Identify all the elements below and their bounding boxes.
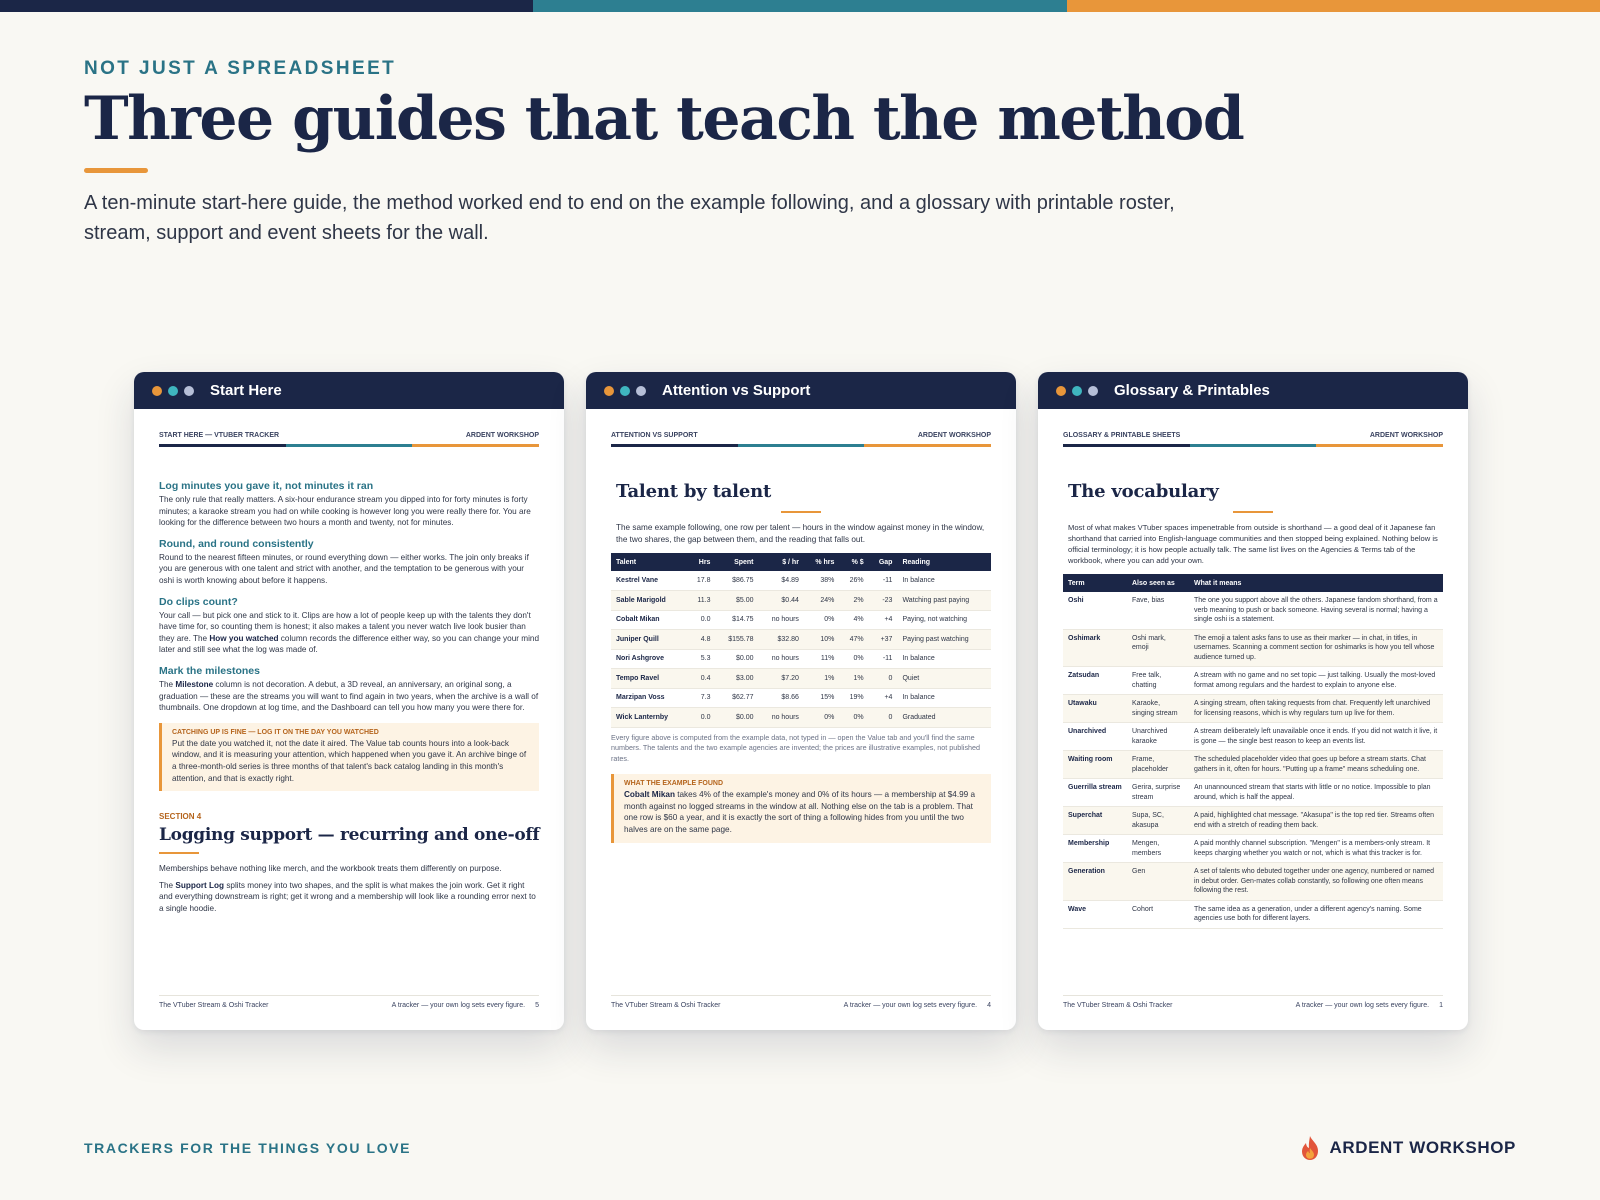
section-label: SECTION 4 [159,812,202,822]
table-cell: +37 [869,630,898,650]
table-header-cell: Gap [869,553,898,571]
footer-right: A tracker — your own log sets every figure. [391,1002,526,1009]
table-row [1063,629,1443,667]
table-cell: 15% [804,688,839,708]
document-title: Talent by talent [616,481,772,502]
page-footer [1063,995,1443,1009]
table-header-cell: Also seen as [1127,574,1189,592]
table-row [611,649,991,669]
table-cell: Cohort [1127,900,1189,928]
brand-name: ARDENT WORKSHOP [1329,1138,1516,1157]
table-cell: +4 [869,688,898,708]
window-title: Glossary & Printables [1114,382,1270,399]
table-cell: The same idea as a generation, under a different agency's naming. Some agencies use both for different layers. [1189,900,1443,928]
table-cell: 0.0 [687,610,716,630]
table-cell: 0.4 [687,669,716,689]
table-cell: A paid, highlighted chat message. "Akasupa" is the top red tier. Streams often end with a stretch of reading them back. [1189,807,1443,835]
table-cell: Fave, bias [1127,592,1189,629]
table-cell: $7.20 [759,669,804,689]
table-cell: Kestrel Vane [611,571,687,591]
guide-card-attention-vs-support[interactable] [586,372,1016,1030]
table-cell: In balance [897,571,991,591]
table-cell: A stream with no game and no set topic — just talking. Usually the most-loved format among regulars and the hardest to explain to anyone else. [1189,667,1443,695]
table-row [1063,723,1443,751]
table-row [1063,667,1443,695]
page-number: 5 [535,1002,539,1009]
callout-body: Put the date you watched it, not the date it aired. The Value tab counts hours into a look-back window, and it is measuring your attention, which happened when you gave it. An archive binge of a three-month-old series is three months of that talent's back catalog landing in this month's attention, and that is exactly right. [172,738,527,783]
window-title: Attention vs Support [662,382,811,399]
callout-title: CATCHING UP IS FINE — LOG IT ON THE DAY YOU WATCHED [172,728,379,736]
page-header [611,432,991,439]
section-paragraph: The Support Log splits money into two shapes, and the split is what makes the join work. Get it right and everything downstream is right; get it wrong and a membership will look like a rounding error next to a single hoodie. [159,880,536,913]
document-page [134,409,564,1030]
page-header-right: ARDENT WORKSHOP [1369,432,1443,439]
table-cell: Waiting room [1063,751,1127,779]
section-title: Logging support — recurring and one-off [159,825,540,846]
table-cell: $155.78 [715,630,758,650]
table-cell: 26% [839,571,868,591]
table-cell: 5.3 [687,649,716,669]
table-header-cell: $ / hr [759,553,804,571]
table-cell: An unannounced stream that starts with little or no notice. Impossible to plan around, which is half the appeal. [1189,779,1443,807]
section-heading: Log minutes you gave it, not minutes it ran [159,480,374,492]
document-page [586,409,1016,1030]
table-cell: 4.8 [687,630,716,650]
section-heading: Round, and round consistently [159,537,314,550]
table-row [611,669,991,689]
table-cell: Unarchived [1063,723,1127,751]
table-cell: 1% [839,669,868,689]
page-number: 1 [1439,1002,1443,1009]
table-row [611,610,991,630]
table-cell: -11 [869,571,898,591]
page-header-left: START HERE — VTUBER TRACKER [159,432,280,439]
table-cell: Watching past paying [897,591,991,611]
window-dot-icon [1056,386,1066,396]
page-header-bar [159,444,539,447]
guide-card-start-here[interactable] [134,372,564,1030]
window-dot-icon [620,386,630,396]
table-cell: Marzipan Voss [611,688,687,708]
window-dot-icon [168,386,178,396]
table-cell: Tempo Ravel [611,669,687,689]
table-cell: 11% [804,649,839,669]
table-cell: $14.75 [715,610,758,630]
table-cell: Cobalt Mikan [611,610,687,630]
table-cell: Wave [1063,900,1127,928]
table-cell: 4% [839,610,868,630]
guide-card-glossary[interactable] [1038,372,1468,1030]
table-cell: $86.75 [715,571,758,591]
table-cell: $0.00 [715,649,758,669]
callout-title: WHAT THE EXAMPLE FOUND [624,780,724,788]
footer-tagline: TRACKERS FOR THE THINGS YOU LOVE [84,1140,412,1156]
table-cell: 0 [869,669,898,689]
section-heading: Mark the milestones [159,664,260,677]
window-dot-icon [1072,386,1082,396]
table-row [1063,835,1443,863]
page-header-left: ATTENTION VS SUPPORT [611,432,698,439]
footer-left: The VTuber Stream & Oshi Tracker [611,1002,721,1009]
table-cell: +4 [869,610,898,630]
table-cell: 17.8 [687,571,716,591]
table-row [1063,863,1443,901]
table-cell: 2% [839,591,868,611]
table-header-cell: Reading [897,553,991,571]
page-header-bar [611,444,991,447]
table-cell: $0.44 [759,591,804,611]
brand-mark[interactable] [1299,1135,1516,1161]
table-cell: Karaoke, singing stream [1127,695,1189,723]
section-body: Your call — but pick one and stick to it. Clips are how a lot of people keep up with the talents they don't have time for, so counting them is honest; it also makes a talent you never watch live look busier than they are. The How you watched column records the difference either way, so you can change your mind later and still see what the log was made of. [159,610,540,655]
table-cell: no hours [759,610,804,630]
table-cell: Unarchived karaoke [1127,723,1189,751]
table-note: Every figure above is computed from the example data, not typed in — open the Value tab and you'll find the same numbers. The talents and the two example agencies are invented; the prices are illustrative examples, not published rates. [611,732,981,763]
table-cell: $62.77 [715,688,758,708]
table-cell: Supa, SC, akasupa [1127,807,1189,835]
table-cell: Paying, not watching [897,610,991,630]
page-header [159,432,539,439]
table-cell: 0 [869,708,898,728]
page-title: Three guides that teach the method [84,84,1244,154]
table-cell: 19% [839,688,868,708]
page-header-right: ARDENT WORKSHOP [917,432,991,439]
flame-icon [1299,1135,1321,1161]
table-cell: Oshi [1063,592,1127,629]
footer-left: The VTuber Stream & Oshi Tracker [159,1002,269,1009]
table-cell: In balance [897,688,991,708]
table-cell: 11.3 [687,591,716,611]
table-cell: 0% [839,708,868,728]
window-dot-icon [184,386,194,396]
title-rule [84,168,148,173]
table-row [611,591,991,611]
table-cell: -23 [869,591,898,611]
window-titlebar [134,372,564,409]
footer-right: A tracker — your own log sets every figure. [1295,1002,1430,1009]
section-rule [159,852,199,854]
table-row [1063,695,1443,723]
table-row [1063,592,1443,629]
section-paragraph: Memberships behave nothing like merch, and the workbook treats them differently on purpose. [159,864,502,874]
table-cell: 47% [839,630,868,650]
table-cell: no hours [759,708,804,728]
title-rule [1233,511,1273,513]
callout-body: Cobalt Mikan takes 4% of the example's money and 0% of its hours — a membership at $4.99 a month against no logged streams in the window at all. Nothing else on the tab is a problem. That one row is $60 a year, and it is exactly the sort of thing a following hides from you until the two halves are on the same page. [624,790,976,834]
table-header-cell: % hrs [804,553,839,571]
window-dot-icon [1088,386,1098,396]
table-cell: 7.3 [687,688,716,708]
table-header-cell: Spent [715,553,758,571]
window-dot-icon [152,386,162,396]
table-cell: Oshimark [1063,629,1127,667]
table-cell: Juniper Quill [611,630,687,650]
table-cell: Free talk, chatting [1127,667,1189,695]
table-cell: A stream deliberately left unavailable once it ends. If you did not watch it live, it is gone — the single best reason to keep an events list. [1189,723,1443,751]
window-title: Start Here [210,382,282,399]
table-cell: $4.89 [759,571,804,591]
table-cell: 24% [804,591,839,611]
table-cell: The emoji a talent asks fans to use as their marker — in chat, in titles, in usernames. Scanning a comment section for oshimarks is how you tell whose audience turned up. [1189,629,1443,667]
table-cell: A singing stream, often taking requests from chat. Frequently left unarchived for licensing reasons, which is why regulars turn up live for them. [1189,695,1443,723]
document-title: The vocabulary [1068,481,1219,502]
page-header-bar [1063,444,1443,447]
table-cell: Gen [1127,863,1189,901]
table-cell: The scheduled placeholder video that goes up before a stream starts. Chat gathers in it, often for hours. "Putting up a frame" means scheduling one. [1189,751,1443,779]
table-cell: Wick Lanternby [611,708,687,728]
table-cell: 38% [804,571,839,591]
table-cell: Zatsudan [1063,667,1127,695]
footer-right: A tracker — your own log sets every figure. [843,1002,978,1009]
table-cell: Quiet [897,669,991,689]
top-color-stripe [0,0,1600,12]
table-cell: Frame, placeholder [1127,751,1189,779]
table-cell: 0.0 [687,708,716,728]
callout-box [611,774,991,842]
table-cell: $0.00 [715,708,758,728]
talent-table [611,553,991,728]
table-cell: $3.00 [715,669,758,689]
table-cell: 10% [804,630,839,650]
table-cell: Membership [1063,835,1127,863]
table-header-cell: Hrs [687,553,716,571]
table-header-cell: Talent [611,553,687,571]
table-cell: Utawaku [1063,695,1127,723]
table-cell: 0% [804,708,839,728]
glossary-table [1063,574,1443,929]
table-cell: In balance [897,649,991,669]
table-row [1063,751,1443,779]
table-cell: $8.66 [759,688,804,708]
window-titlebar [1038,372,1468,409]
title-rule [781,511,821,513]
callout-box [159,723,539,791]
table-row [611,571,991,591]
eyebrow: NOT JUST A SPREADSHEET [84,58,397,79]
page-footer [611,995,991,1009]
section-body: The Milestone column is not decoration. A debut, a 3D reveal, an anniversary, an original song, a graduation — these are the streams you will want to find again in two years, when the archive is a wall of thumbnails. One dropdown at log time, and the Dashboard can tell you how many you were there for. [159,679,539,713]
table-cell: 1% [804,669,839,689]
table-row [1063,900,1443,928]
table-cell: The one you support above all the others. Japanese fandom shorthand, from a verb meaning to push or back someone. Having several is normal; having a single oshi is a statement. [1189,592,1443,629]
table-header-cell: Term [1063,574,1127,592]
table-cell: Gerira, surprise stream [1127,779,1189,807]
table-cell: Oshi mark, emoji [1127,629,1189,667]
table-row [611,708,991,728]
table-cell: Graduated [897,708,991,728]
table-cell: Mengen, members [1127,835,1189,863]
window-dot-icon [604,386,614,396]
lede: A ten-minute start-here guide, the method worked end to end on the example following, and a glossary with printable roster, stream, support and event sheets for the wall. [84,192,1175,244]
table-row [1063,807,1443,835]
page-header-right: ARDENT WORKSHOP [465,432,539,439]
table-cell: Guerrilla stream [1063,779,1127,807]
table-cell: Superchat [1063,807,1127,835]
table-cell: no hours [759,649,804,669]
table-header-cell: What it means [1189,574,1443,592]
section-body: The only rule that really matters. A six-hour endurance stream you dipped into for forty minutes is forty minutes; a karaoke stream you had on while cooking is however long you were really there for. You are looking for the difference between two hours a month and twenty, not for minutes. [159,495,531,528]
table-row [1063,779,1443,807]
page-header-left: GLOSSARY & PRINTABLE SHEETS [1063,432,1181,439]
table-cell: 0% [804,610,839,630]
intro-paragraph: Most of what makes VTuber spaces impenetrable from outside is shorthand — a good deal of it Japanese fan shorthand that carried into English-language communities and then stopped being explained. Nothing below is official terminology; it is how people actually talk. The same list lives on the Agencies & Terms tab of the workbook, where you can add your own. [1068,523,1438,565]
table-cell: -11 [869,649,898,669]
table-cell: Nori Ashgrove [611,649,687,669]
table-cell: A set of talents who debuted together under one agency, numbered or named in debut order. Gen-mates collab constantly, so following one often means following the rest. [1189,863,1443,901]
table-row [611,688,991,708]
page-footer [159,995,539,1009]
table-row [611,630,991,650]
intro-paragraph: The same example following, one row per talent — hours in the window against money in the window, the two shares, the gap between them, and the reading that falls out. [616,523,985,544]
table-cell: Generation [1063,863,1127,901]
footer-left: The VTuber Stream & Oshi Tracker [1063,1002,1173,1009]
table-cell: Sable Marigold [611,591,687,611]
table-cell: $32.80 [759,630,804,650]
section-heading: Do clips count? [159,595,238,608]
table-cell: 0% [839,649,868,669]
table-cell: $5.00 [715,591,758,611]
page-header [1063,432,1443,439]
page-number: 4 [987,1002,991,1009]
table-cell: Paying past watching [897,630,991,650]
window-titlebar [586,372,1016,409]
section-body: Round to the nearest fifteen minutes, or round everything down — either works. The join only breaks if you are generous with one talent and strict with another, and the temptation to be generous with your oshi is worth knowing about before it happens. [159,552,529,585]
table-header-cell: % $ [839,553,868,571]
document-page [1038,409,1468,1030]
table-cell: A paid monthly channel subscription. "Mengen" is a members-only stream. It keeps charging whether you watch or not, which is what this tracker is for. [1189,835,1443,863]
window-dot-icon [636,386,646,396]
